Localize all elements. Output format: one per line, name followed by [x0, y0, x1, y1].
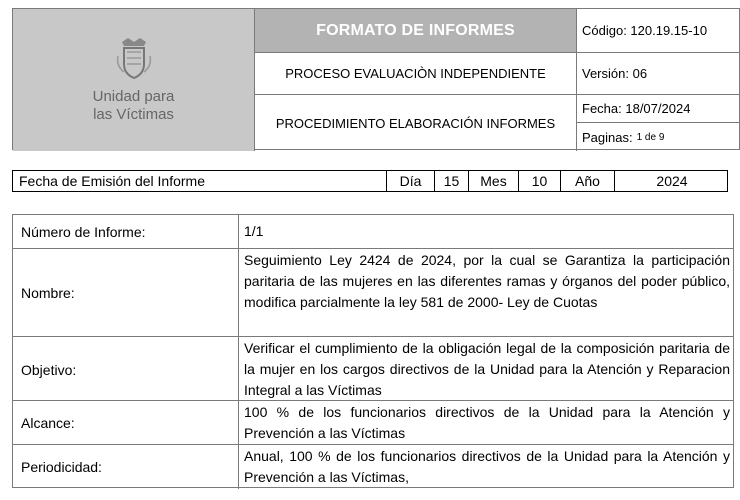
logo-text [93, 88, 175, 124]
dia-label: Día [387, 171, 435, 191]
ano-label: Año [561, 171, 615, 191]
fecha-field: Fecha: 18/07/2024 [577, 95, 740, 123]
mes-label: Mes [469, 171, 519, 191]
table-row [13, 401, 733, 445]
table-row [13, 215, 733, 249]
paginas-value: 1 de 9 [636, 131, 665, 143]
proceso-name: PROCESO EVALUACIÒN INDEPENDIENTE [255, 53, 577, 95]
paginas-field [577, 123, 740, 151]
codigo-field: Código: 120.19.15-10 [577, 9, 740, 53]
dia-value: 15 [435, 171, 469, 191]
nombre-value: Seguimiento Ley 2424 de 2024, por la cual se Garantiza la participación paritaria de las mujeres en las diferentes ramas y órganos del poder público, modifica parcialmente la ley 581 de 2000- Ley de Cuotas [244, 252, 730, 310]
nombre-label: Nombre: [13, 249, 239, 336]
table-row [13, 337, 733, 401]
numero-value: 1/1 [244, 223, 264, 239]
logo-block [13, 9, 255, 151]
logo-line-1: Unidad para [92, 88, 175, 105]
mes-value: 10 [519, 171, 561, 191]
objetivo-value: Verificar el cumplimiento de la obligación legal de la composición paritaria de la mujer en los cargos directivos de la Unidad para la Atención y Reparacion Integral a las Víctimas [244, 340, 730, 398]
report-info-table [12, 214, 734, 488]
emission-date-row [12, 170, 728, 192]
table-row [13, 249, 733, 337]
table-row [13, 445, 733, 487]
coat-of-arms-icon [114, 36, 154, 82]
procedimiento-name: PROCEDIMIENTO ELABORACIÓN INFORMES [255, 95, 577, 151]
version-field: Versión: 06 [577, 53, 740, 95]
emission-label: Fecha de Emisión del Informe [13, 171, 387, 191]
periodicidad-label: Periodicidad: [13, 445, 239, 489]
format-title: FORMATO DE INFORMES [255, 9, 577, 53]
ano-value: 2024 [656, 173, 688, 189]
paginas-label: Paginas: [582, 129, 633, 145]
numero-label: Número de Informe: [13, 215, 239, 248]
periodicidad-value: Anual, 100 % de los funcionarios directivos de la Unidad para la Atención y Prevención a las Víctimas, [244, 448, 730, 485]
logo-line-2: las Víctimas [93, 106, 174, 123]
alcance-value: 100 % de los funcionarios directivos de la Unidad para la Atención y Prevención a las Víctimas [244, 404, 730, 441]
alcance-label: Alcance: [13, 401, 239, 445]
document-header [12, 8, 740, 150]
objetivo-label: Objetivo: [13, 337, 239, 402]
